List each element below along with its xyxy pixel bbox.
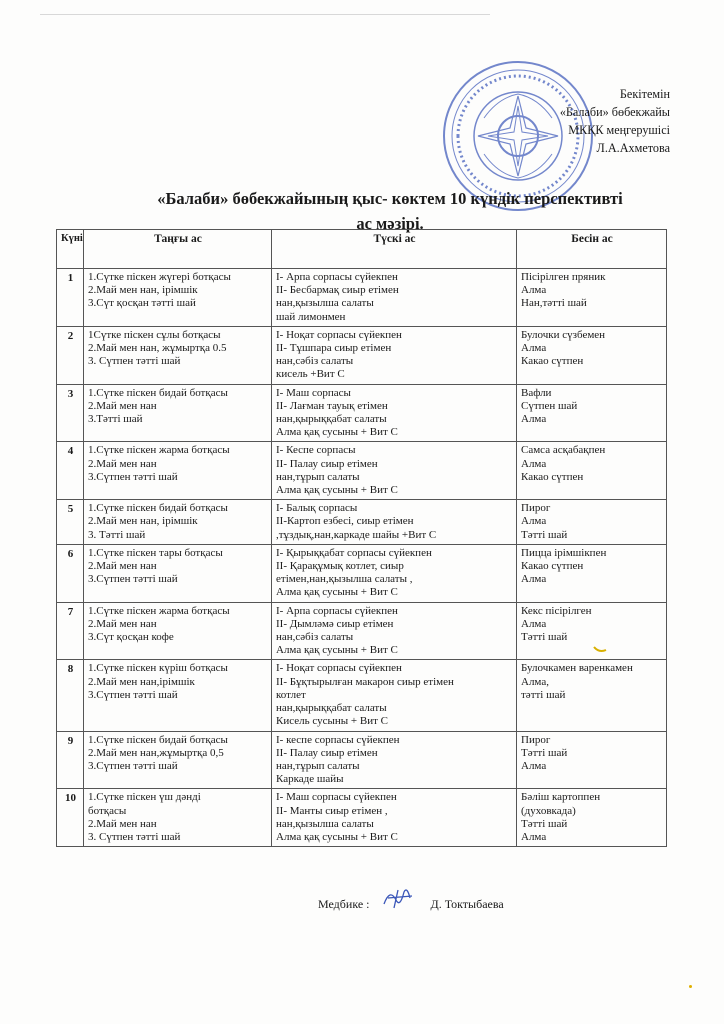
snack-item: Тәтті шай <box>521 746 568 759</box>
table-row <box>57 442 667 500</box>
approval-line: Бекітемін <box>619 87 670 101</box>
lunch-item: ,тұздық,нан,каркаде шайы +Вит С <box>276 528 437 541</box>
day-number: 2 <box>57 326 84 384</box>
breakfast-cell <box>84 442 272 500</box>
table-row <box>57 500 667 545</box>
snack-item: тәтті шай <box>521 688 566 701</box>
speck <box>689 985 692 988</box>
snack-item: Самса асқабақпен <box>521 444 606 457</box>
table-row <box>57 384 667 442</box>
day-number: 7 <box>57 602 84 660</box>
table-row <box>57 269 667 327</box>
snack-item: Алма <box>521 617 547 630</box>
lunch-item: I- Арпа сорпасы сүйекпен <box>276 271 398 283</box>
lunch-item: I- Балық сорпасы <box>276 502 358 515</box>
snack-cell <box>517 789 667 847</box>
breakfast-item: 2.Май мен нан,ірімшік <box>88 675 195 688</box>
lunch-item: Каркаде шайы <box>276 773 344 786</box>
breakfast-cell <box>84 789 272 847</box>
snack-item: Какао сүтпен <box>521 470 584 483</box>
lunch-item: II- Палау сиыр етімен <box>276 746 378 759</box>
snack-item: Алма <box>521 573 547 586</box>
breakfast-item: 3.Сүтпен тәтті шай <box>88 759 178 772</box>
lunch-cell <box>272 789 517 847</box>
lunch-item: II- Бұқтырылған макарон сиыр етімен <box>276 675 454 688</box>
breakfast-item: 2.Май мен нан, ірімшік <box>88 515 198 528</box>
lunch-item: II- Палау сиыр етімен <box>276 457 378 470</box>
breakfast-item: 1.Сүтке піскен жүгері ботқасы <box>88 271 231 283</box>
lunch-cell <box>272 544 517 602</box>
breakfast-item: 1.Сүтке піскен күріш ботқасы <box>88 662 228 675</box>
breakfast-cell <box>84 326 272 384</box>
lunch-item: нан,қырыққабат салаты <box>276 702 387 715</box>
lunch-item: II- Тұшпара сиыр етімен <box>276 342 392 355</box>
breakfast-item: 2.Май мен нан <box>88 457 157 470</box>
breakfast-item: 3.Сүт қосқан тәтті шай <box>88 297 196 310</box>
breakfast-item: 3.Тәтті шай <box>88 413 143 426</box>
breakfast-item: 1.Сүтке піскен жарма ботқасы <box>88 604 230 617</box>
day-number: 9 <box>57 731 84 789</box>
table-row <box>57 731 667 789</box>
breakfast-cell <box>84 544 272 602</box>
lunch-item: шай лимонмен <box>276 310 346 323</box>
breakfast-cell <box>84 731 272 789</box>
lunch-item: Алма қақ сусыны + Вит С <box>276 426 398 439</box>
lunch-item: II- Бесбармақ сиыр етімен <box>276 284 399 297</box>
header-snack: Бесін ас <box>517 230 667 269</box>
breakfast-item: 2.Май мен нан <box>88 560 157 573</box>
lunch-item: I- Арпа сорпасы сүйекпен <box>276 604 398 617</box>
snack-item: Алма <box>521 830 547 843</box>
breakfast-item: 2.Май мен нан <box>88 399 157 412</box>
lunch-item: II- Дымләмә сиыр етімен <box>276 617 394 630</box>
breakfast-cell <box>84 602 272 660</box>
day-number: 10 <box>57 789 84 847</box>
snack-cell <box>517 500 667 545</box>
table-header-row <box>57 230 667 269</box>
snack-item: Пирог <box>521 733 551 746</box>
lunch-item: I- Қырыққабат сорпасы сүйекпен <box>276 546 432 559</box>
header-breakfast: Таңғы ас <box>84 230 272 269</box>
approval-line: МКҚК меңгерушісі <box>568 123 670 137</box>
lunch-item: II-Картоп езбесі, сиыр етімен <box>276 515 414 528</box>
snack-item: Бәліш картоппен <box>521 791 601 804</box>
breakfast-item: 2.Май мен нан,жұмыртқа 0,5 <box>88 746 224 759</box>
breakfast-item: 3. Тәтті шай <box>88 528 146 541</box>
breakfast-item: 1.Сүтке піскен бидай ботқасы <box>88 386 228 399</box>
lunch-cell <box>272 500 517 545</box>
table-row <box>57 602 667 660</box>
lunch-item: нан,сәбіз салаты <box>276 355 354 368</box>
breakfast-item: 1.Сүтке піскен жарма ботқасы <box>88 444 230 457</box>
breakfast-cell <box>84 269 272 327</box>
snack-item: Пирог <box>521 502 551 515</box>
snack-item: Какао сүтпен <box>521 560 584 573</box>
footer-name: Д. Токтыбаева <box>430 897 504 911</box>
lunch-cell <box>272 602 517 660</box>
lunch-item: I- Ноқат сорпасы сүйекпен <box>276 328 402 341</box>
snack-cell <box>517 442 667 500</box>
lunch-item: I- Маш сорпасы <box>276 386 351 399</box>
yellow-mark-icon <box>593 645 607 653</box>
snack-item: Тәтті шай <box>521 817 568 830</box>
lunch-item: Алма қақ сусыны + Вит С <box>276 586 398 599</box>
lunch-item: нан,қызылша салаты <box>276 817 374 830</box>
snack-cell <box>517 269 667 327</box>
snack-item: Булочкамен варенкамен <box>521 662 633 675</box>
lunch-item: нан,қызылша салаты <box>276 297 374 310</box>
snack-item: Алма <box>521 342 547 355</box>
approval-line: Л.А.Ахметова <box>596 141 670 155</box>
breakfast-item: 3.Сүтпен тәтті шай <box>88 573 178 586</box>
breakfast-item: 1.Сүтке піскен бидай ботқасы <box>88 733 228 746</box>
approval-line: «Балаби» бөбекжайы <box>559 105 670 119</box>
snack-item: (духовкада) <box>521 804 576 817</box>
snack-item: Алма <box>521 457 547 470</box>
lunch-item: I- Маш сорпасы сүйекпен <box>276 791 397 804</box>
breakfast-item: 2.Май мен нан <box>88 817 157 830</box>
snack-item: Алма <box>521 759 547 772</box>
lunch-item: I- кеспе сорпасы сүйекпен <box>276 733 400 746</box>
table-row <box>57 326 667 384</box>
snack-item: Кекс пісірілген <box>521 604 592 617</box>
signature-icon <box>380 886 416 910</box>
breakfast-item: 2.Май мен нан, жұмыртқа 0.5 <box>88 342 227 355</box>
breakfast-item: ботқасы <box>88 804 127 817</box>
top-edge-line <box>40 14 490 15</box>
lunch-cell <box>272 269 517 327</box>
lunch-cell <box>272 442 517 500</box>
lunch-cell <box>272 384 517 442</box>
menu-table <box>56 229 667 847</box>
snack-item: Пісірілген пряник <box>521 271 606 283</box>
breakfast-item: 3.Сүт қосқан кофе <box>88 631 174 644</box>
lunch-item: нан,тұрып салаты <box>276 470 360 483</box>
day-number: 6 <box>57 544 84 602</box>
snack-cell <box>517 326 667 384</box>
snack-item: Тәтті шай <box>521 528 568 541</box>
snack-item: Булочки сүзбемен <box>521 328 606 341</box>
day-number: 3 <box>57 384 84 442</box>
day-number: 8 <box>57 660 84 731</box>
snack-item: Алма <box>521 413 547 426</box>
breakfast-item: 3.Сүтпен тәтті шай <box>88 470 178 483</box>
breakfast-item: 1.Сүтке піскен үш дәнді <box>88 791 201 804</box>
lunch-cell <box>272 731 517 789</box>
snack-item: Тәтті шай <box>521 631 568 644</box>
snack-cell <box>517 384 667 442</box>
table-row <box>57 544 667 602</box>
day-number: 4 <box>57 442 84 500</box>
breakfast-item: 3. Сүтпен тәтті шай <box>88 355 181 368</box>
table-row <box>57 660 667 731</box>
snack-item: Пицца ірімшікпен <box>521 546 607 559</box>
day-number: 1 <box>57 269 84 327</box>
table-row <box>57 789 667 847</box>
document-title: «Балаби» бөбекжайының қыс- көктем 10 күндік перспективті <box>157 189 623 208</box>
snack-item: Алма, <box>521 675 549 688</box>
snack-cell <box>517 660 667 731</box>
lunch-item: нан,тұрып салаты <box>276 759 360 772</box>
lunch-item: Алма қақ сусыны + Вит С <box>276 830 398 843</box>
breakfast-item: 2.Май мен нан, ірімшік <box>88 284 198 297</box>
breakfast-cell <box>84 660 272 731</box>
lunch-item: II- Лағман тауық етімен <box>276 399 388 412</box>
day-number: 5 <box>57 500 84 545</box>
snack-item: Алма <box>521 515 547 528</box>
breakfast-item: 1Сүтке піскен сұлы ботқасы <box>88 328 221 341</box>
snack-item: Какао сүтпен <box>521 355 584 368</box>
breakfast-item: 1.Сүтке піскен бидай ботқасы <box>88 502 228 515</box>
lunch-item: II- Манты сиыр етімен , <box>276 804 388 817</box>
breakfast-item: 3. Сүтпен тәтті шай <box>88 830 181 843</box>
table-body <box>57 269 667 847</box>
lunch-item: котлет <box>276 688 306 701</box>
snack-item: Алма <box>521 284 547 297</box>
lunch-item: нан,сәбіз салаты <box>276 631 354 644</box>
lunch-item: II- Қарақұмық котлет, сиыр <box>276 560 404 573</box>
breakfast-item: 3.Сүтпен тәтті шай <box>88 688 178 701</box>
lunch-item: етімен,нан,қызылша салаты , <box>276 573 413 586</box>
snack-cell <box>517 544 667 602</box>
snack-item: Вафли <box>521 386 552 399</box>
document-title-line2: ас мәзірі. <box>356 214 424 233</box>
breakfast-item: 2.Май мен нан <box>88 617 157 630</box>
lunch-item: I- Кеспе сорпасы <box>276 444 356 457</box>
snack-cell <box>517 731 667 789</box>
approval-block <box>560 85 670 157</box>
snack-item: Сүтпен шай <box>521 399 578 412</box>
header-lunch: Түскі ас <box>272 230 517 269</box>
breakfast-cell <box>84 500 272 545</box>
lunch-item: Кисель сусыны + Вит С <box>276 715 388 728</box>
lunch-item: Алма қақ сусыны + Вит С <box>276 644 398 657</box>
header-day: Күні <box>57 230 84 269</box>
lunch-item: I- Ноқат сорпасы сүйекпен <box>276 662 402 675</box>
lunch-item: нан,қырыққабат салаты <box>276 413 387 426</box>
lunch-cell <box>272 660 517 731</box>
breakfast-item: 1.Сүтке піскен тары ботқасы <box>88 546 223 559</box>
lunch-item: Алма қақ сусыны + Вит С <box>276 484 398 497</box>
snack-item: Нан,тәтті шай <box>521 297 587 310</box>
footer-label: Медбике : <box>318 897 370 911</box>
lunch-item: кисель +Вит С <box>276 368 345 381</box>
lunch-cell <box>272 326 517 384</box>
snack-cell <box>517 602 667 660</box>
breakfast-cell <box>84 384 272 442</box>
